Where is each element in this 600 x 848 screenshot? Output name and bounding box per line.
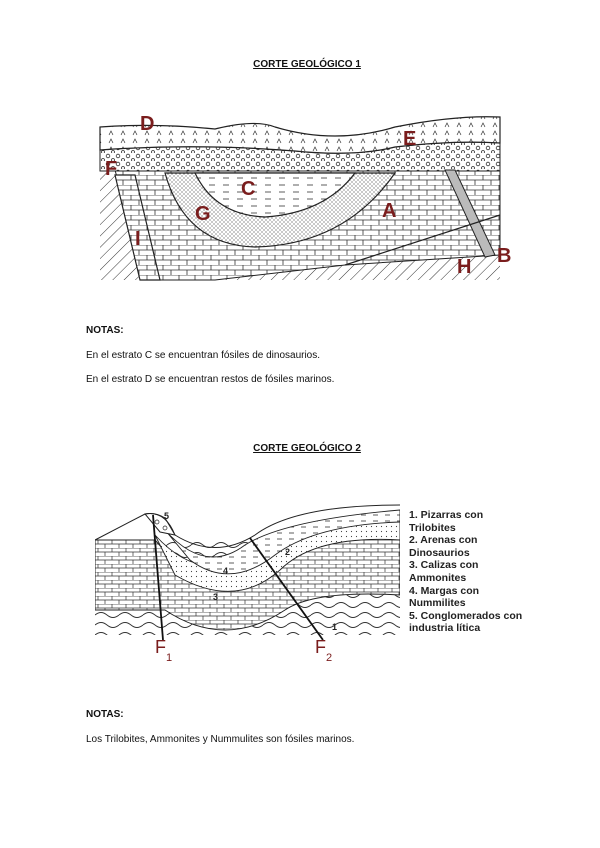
fault-label-f1-sub: 1 — [166, 652, 173, 664]
legend-line: Trilobites — [409, 521, 456, 534]
layer-number-4: 4 — [223, 566, 229, 576]
layer-number-1: 1 — [332, 622, 338, 632]
legend-line: Nummilites — [409, 597, 466, 610]
note-1-2: En el estrato D se encuentran restos de fósiles marinos. — [86, 374, 335, 385]
legend-line: Ammonites — [409, 571, 467, 584]
legend-line: 2. Arenas con — [409, 534, 478, 547]
legend-line: industria lítica — [409, 622, 481, 635]
notes-heading-2: NOTAS: — [86, 709, 124, 720]
label-I: I — [135, 228, 141, 250]
label-E: E — [403, 128, 417, 150]
notes-heading-1: NOTAS: — [86, 325, 124, 336]
geologic-section-2-figure — [95, 500, 400, 675]
fault-label-f2-sub: 2 — [326, 652, 333, 664]
note-1-1: En el estrato C se encuentran fósiles de dinosaurios. — [86, 350, 321, 361]
label-D: D — [140, 113, 155, 135]
layer-number-2: 2 — [285, 547, 291, 557]
legend-line: 5. Conglomerados con — [409, 609, 523, 622]
note-2-1: Los Trilobites, Ammonites y Nummulites son fósiles marinos. — [86, 734, 355, 745]
section1-title: CORTE GEOLÓGICO 1 — [253, 59, 361, 70]
legend-line: 4. Margas con — [409, 584, 480, 597]
layer-number-3: 3 — [213, 592, 219, 602]
label-B: B — [497, 245, 512, 267]
label-F: F — [105, 158, 118, 180]
fault-label-f2: F — [315, 637, 326, 657]
section2-title: CORTE GEOLÓGICO 2 — [253, 443, 361, 454]
fault-label-f1: F — [155, 637, 166, 657]
layer-number-5: 5 — [164, 511, 170, 521]
legend-line: Dinosaurios — [409, 546, 470, 559]
geologic-section-1-figure — [95, 105, 515, 285]
legend-line: 1. Pizarras con — [409, 509, 484, 521]
label-C: C — [241, 178, 256, 200]
legend-line: 3. Calizas con — [409, 559, 479, 572]
label-G: G — [195, 203, 211, 225]
legend — [409, 509, 559, 635]
label-H: H — [457, 256, 472, 278]
label-A: A — [382, 200, 397, 222]
